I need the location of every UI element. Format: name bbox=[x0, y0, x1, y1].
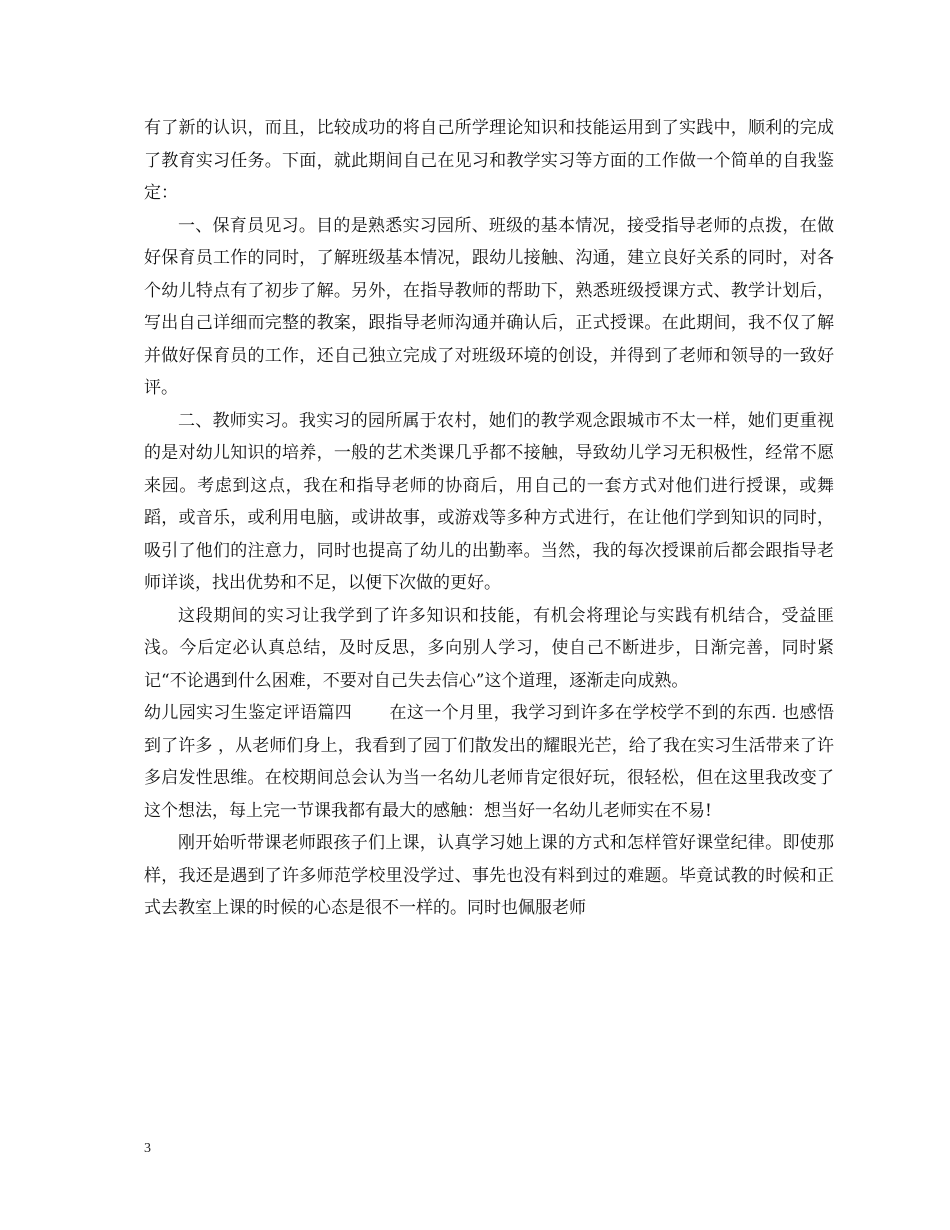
paragraph-summary: 这段期间的实习让我学到了许多知识和技能，有机会将理论与实践有机结合，受益匪浅。今后定必认真总结，及时反思，多向别人学习，使自己不断进步，日渐完善，同时紧记“不论遇到什么困难，不要对自己失去信心”这个道理，逐渐走向成熟。 bbox=[144, 605, 834, 691]
document-body bbox=[144, 112, 834, 925]
paragraph-childcare-internship: 一、保育员见习。目的是熟悉实习园所、班级的基本情况，接受指导老师的点拨，在做好保育员工作的同时，了解班级基本情况，跟幼儿接触、沟通，建立良好关系的同时，对各个幼儿特点有了初步了解。另外，在指导教师的帮助下，熟悉班级授课方式、教学计划后，写出自己详细而完整的教案，跟指导老师沟通并确认后，正式授课。在此期间，我不仅了解并做好保育员的工作，还自己独立完成了对班级环境的创设，并得到了老师和领导的一致好评。 bbox=[144, 215, 834, 398]
section-first-paragraph: 在这一个月里，我学习到许多在学校学不到的东西. 也感悟到了许多 ，从老师们身上，我看到了园丁们散发出的耀眼光芒，给了我在实习生活带来了许多启发性思维。在校期间总会认为当一名幼儿老师肯定很好玩，很轻松，但在这里我改变了这个想法，每上完一节课我都有最大的感触：想当好一名幼儿老师实在不易! bbox=[144, 703, 834, 821]
paragraph-classroom-experience: 刚开始听带课老师跟孩子们上课，认真学习她上课的方式和怎样管好课堂纪律。即使那样，我还是遇到了许多师范学校里没学过、事先也没有料到过的难题。毕竟试教的时候和正式去教室上课的时候的心态是很不一样的。同时也佩服老师 bbox=[144, 833, 834, 918]
page-number: 3 bbox=[144, 1141, 151, 1156]
paragraph-teacher-internship: 二、教师实习。我实习的园所属于农村，她们的教学观念跟城市不太一样，她们更重视的是对幼儿知识的培养，一般的艺术类课几乎都不接触，导致幼儿学习无积极性，经常不愿来园。考虑到这点，我在和指导老师的协商后，用自己的一套方式对他们进行授课，或舞蹈，或音乐，或利用电脑，或讲故事，或游戏等多种方式进行，在让他们学到知识的同时，吸引了他们的注意力，同时也提高了幼儿的出勤率。当然，我的每次授课前后都会跟指导老师详谈，找出优势和不足，以便下次做的更好。 bbox=[144, 410, 834, 593]
section-heading: 幼儿园实习生鉴定评语篇四 bbox=[144, 703, 353, 723]
section-four-paragraph bbox=[144, 697, 834, 827]
paragraph-intro-continued: 有了新的认识，而且，比较成功的将自己所学理论知识和技能运用到了实践中，顺利的完成了教育实习任务。下面，就此期间自己在见习和教学实习等方面的工作做一个简单的自我鉴定： bbox=[144, 118, 834, 203]
